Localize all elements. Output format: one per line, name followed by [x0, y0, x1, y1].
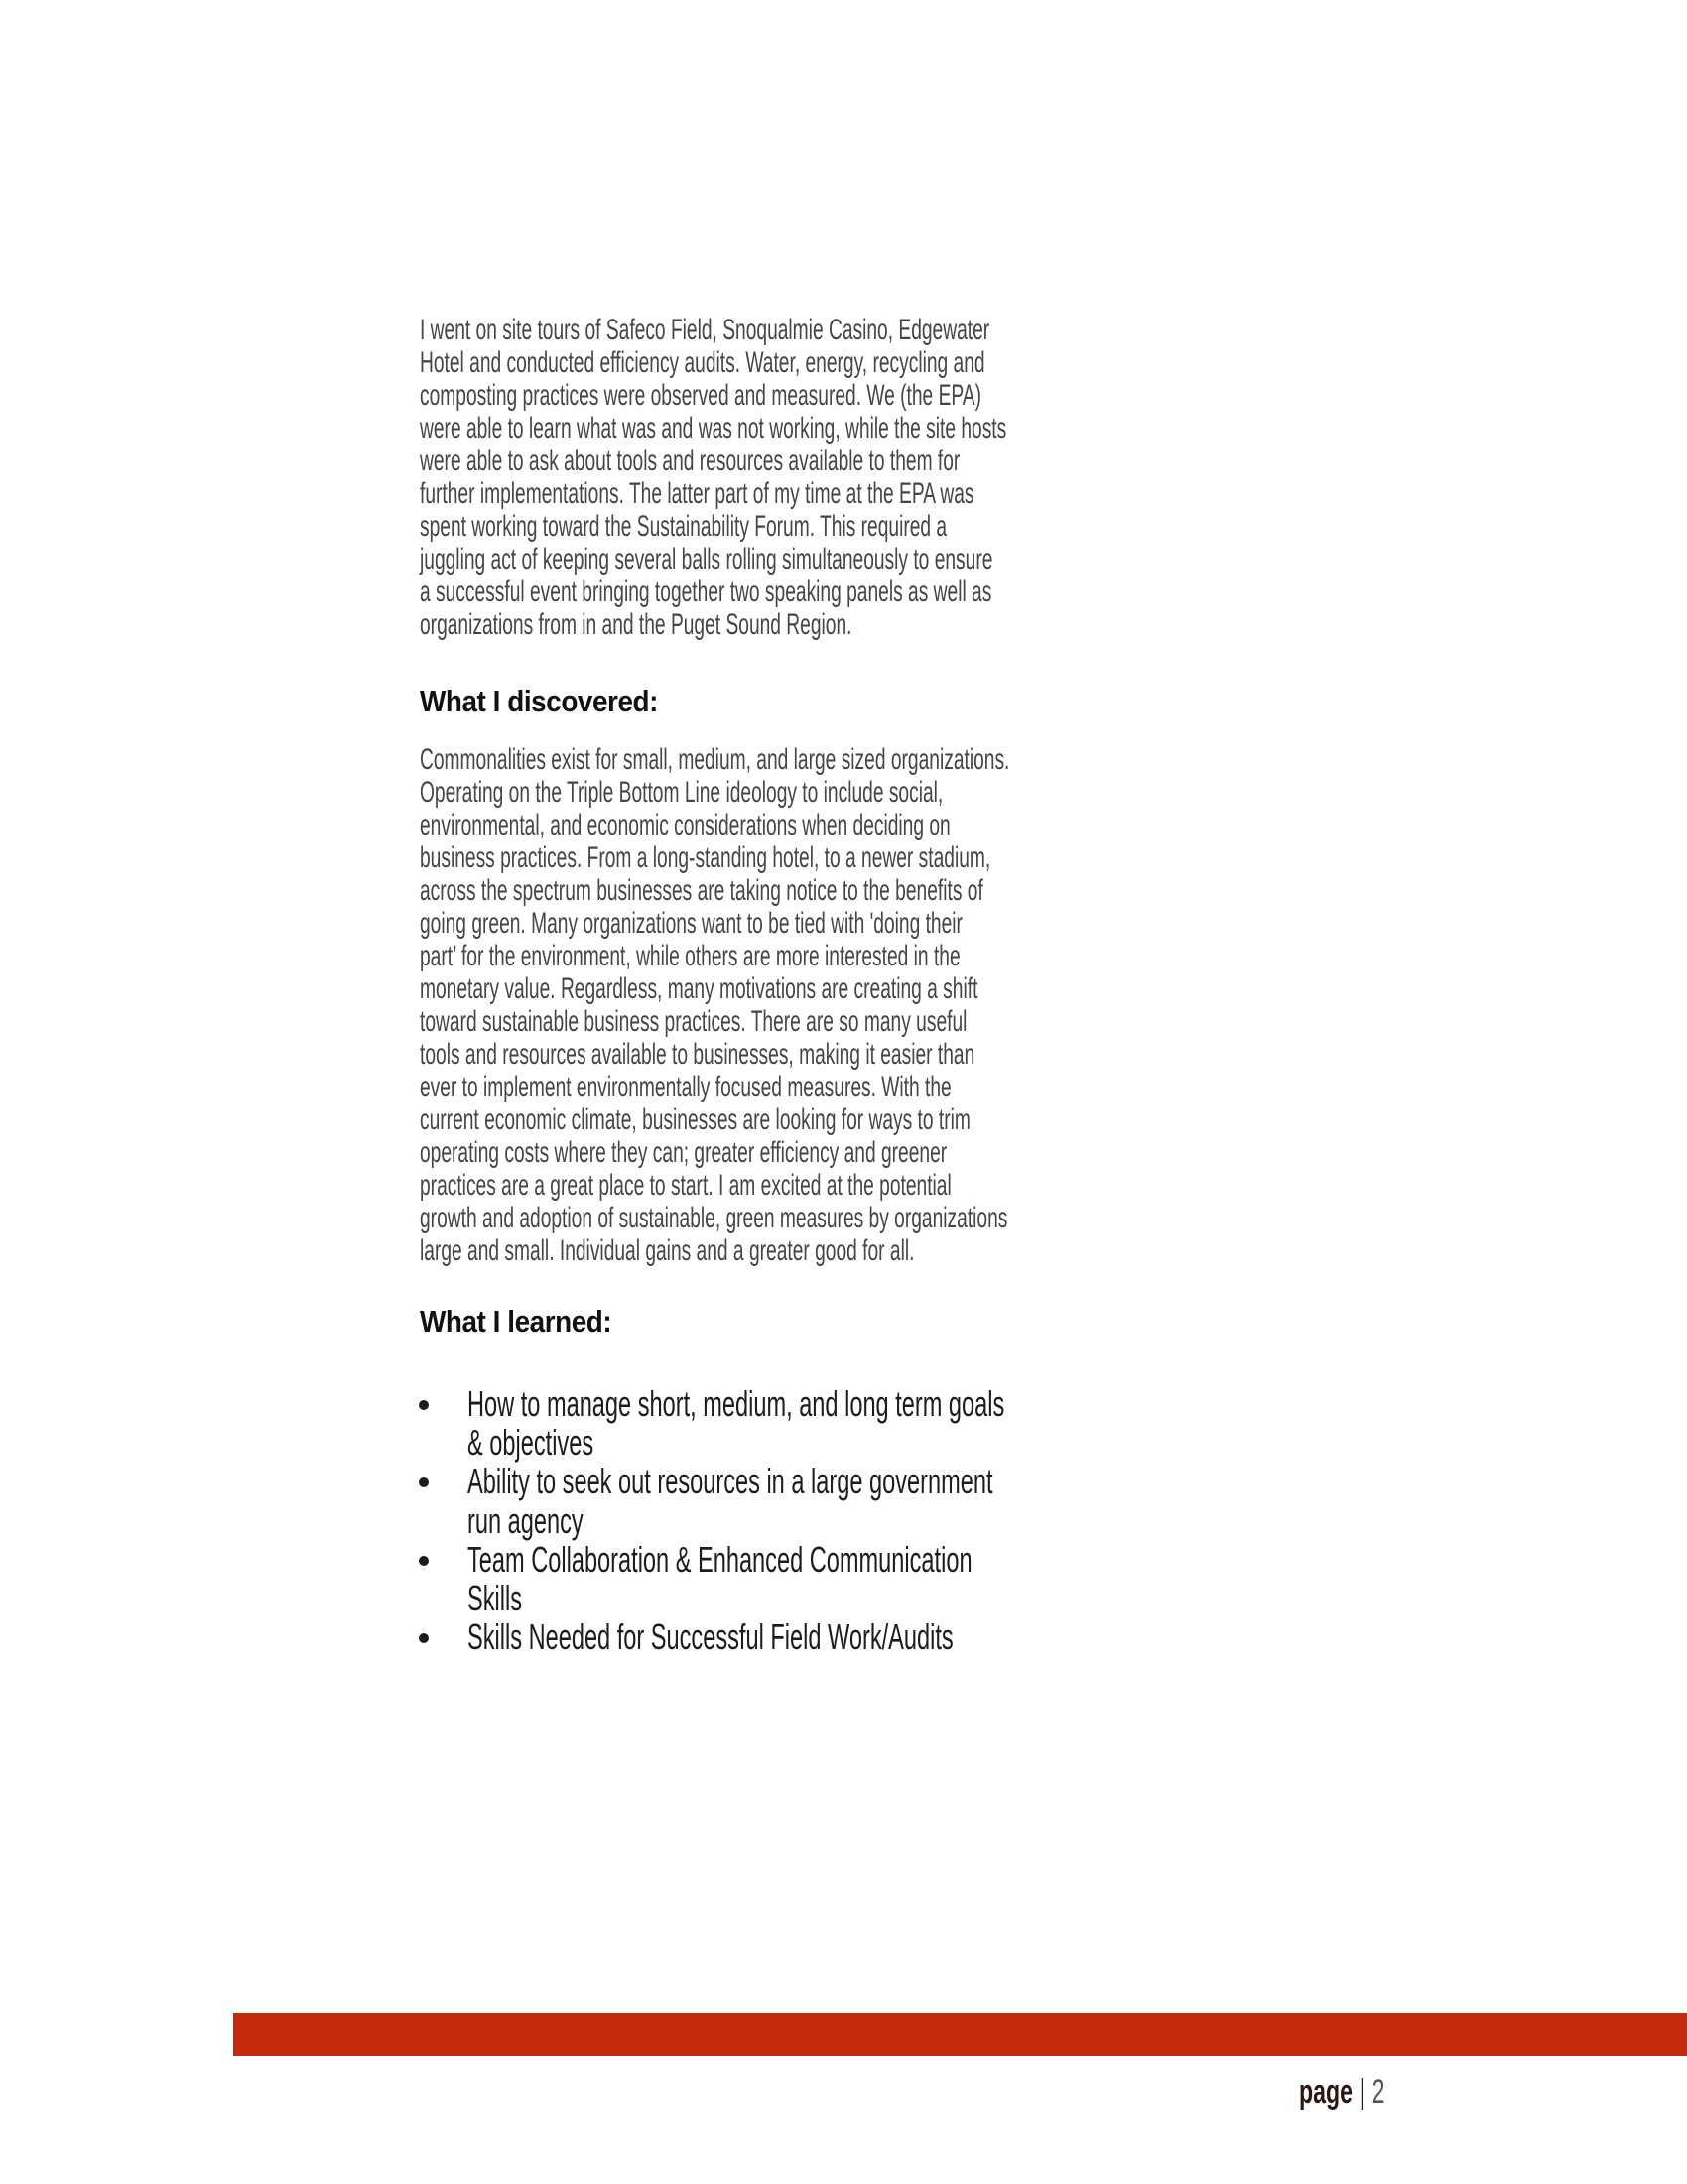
- page-label: page: [1299, 2073, 1353, 2111]
- paragraph-line: across the spectrum businesses are taking notice to the benefits of: [420, 874, 983, 907]
- list-item: [415, 1617, 1287, 1656]
- paragraph-line: monetary value. Regardless, many motivations are creating a shift: [420, 972, 978, 1005]
- paragraph-line: Hotel and conducted efficiency audits. Water, energy, recycling and: [420, 346, 985, 379]
- list-item-line: Team Collaboration & Enhanced Communication: [467, 1538, 973, 1580]
- paragraph-line: growth and adoption of sustainable, green measures by organizations: [420, 1202, 1008, 1234]
- heading-what-i-discovered: What I discovered:: [420, 684, 658, 718]
- list-item: [415, 1384, 1287, 1462]
- bullet-icon: [419, 1556, 429, 1566]
- page-separator: |: [1359, 2073, 1365, 2111]
- list-item-line: & objectives: [467, 1422, 594, 1464]
- paragraph-line: were able to learn what was and was not working, while the site hosts: [420, 412, 1007, 445]
- paragraph-line: were able to ask about tools and resources available to them for: [420, 445, 961, 477]
- list-item-line: Ability to seek out resources in a large government: [467, 1461, 993, 1502]
- paragraph-line: current economic climate, businesses are looking for ways to trim: [420, 1103, 971, 1136]
- paragraph-line: Commonalities exist for small, medium, and large sized organizations.: [420, 743, 1010, 776]
- list-item: [415, 1462, 1287, 1539]
- paragraph-line: practices are a great place to start. I am excited at the potential: [420, 1169, 952, 1202]
- discovered-paragraph: [420, 743, 1342, 1267]
- bullet-icon: [419, 1477, 429, 1487]
- heading-what-i-learned: What I learned:: [420, 1304, 612, 1339]
- paragraph-line: a successful event bringing together two speaking panels as well as: [420, 576, 992, 608]
- paragraph-line: large and small. Individual gains and a greater good for all.: [420, 1234, 915, 1267]
- list-item-line: Skills: [467, 1577, 523, 1618]
- list-item-line: How to manage short, medium, and long term goals: [467, 1383, 1005, 1424]
- paragraph-line: composting practices were observed and measured. We (the EPA): [420, 379, 981, 412]
- paragraph-line: part’ for the environment, while others are more interested in the: [420, 940, 961, 972]
- learned-list: [415, 1384, 1287, 1656]
- paragraph-line: going green. Many organizations want to be tied with 'doing their: [420, 907, 963, 940]
- list-item-line: Skills Needed for Successful Field Work/Audits: [467, 1616, 954, 1658]
- paragraph-line: Operating on the Triple Bottom Line ideology to include social,: [420, 776, 944, 809]
- page-number: 2: [1371, 2073, 1385, 2111]
- bullet-icon: [419, 1633, 429, 1643]
- bullet-icon: [419, 1400, 429, 1410]
- list-item: [415, 1540, 1287, 1617]
- paragraph-line: environmental, and economic considerations when deciding on: [420, 809, 951, 841]
- footer-accent-bar: [233, 2013, 1687, 2056]
- intro-paragraph: [420, 314, 1337, 641]
- paragraph-line: business practices. From a long-standing hotel, to a newer stadium,: [420, 841, 991, 874]
- paragraph-line: tools and resources available to businesses, making it easier than: [420, 1038, 975, 1071]
- list-item-line: run agency: [467, 1499, 584, 1541]
- paragraph-line: I went on site tours of Safeco Field, Snoqualmie Casino, Edgewater: [420, 314, 990, 346]
- paragraph-line: ever to implement environmentally focused measures. With the: [420, 1071, 952, 1103]
- paragraph-line: spent working toward the Sustainability Forum. This required a: [420, 510, 948, 543]
- paragraph-line: further implementations. The latter part of my time at the EPA was: [420, 477, 974, 510]
- page-footer: [1299, 2072, 1384, 2112]
- paragraph-line: toward sustainable business practices. There are so many useful: [420, 1005, 968, 1038]
- paragraph-line: operating costs where they can; greater efficiency and greener: [420, 1136, 948, 1169]
- paragraph-line: organizations from in and the Puget Sound Region.: [420, 608, 852, 641]
- paragraph-line: juggling act of keeping several balls rolling simultaneously to ensure: [420, 543, 993, 576]
